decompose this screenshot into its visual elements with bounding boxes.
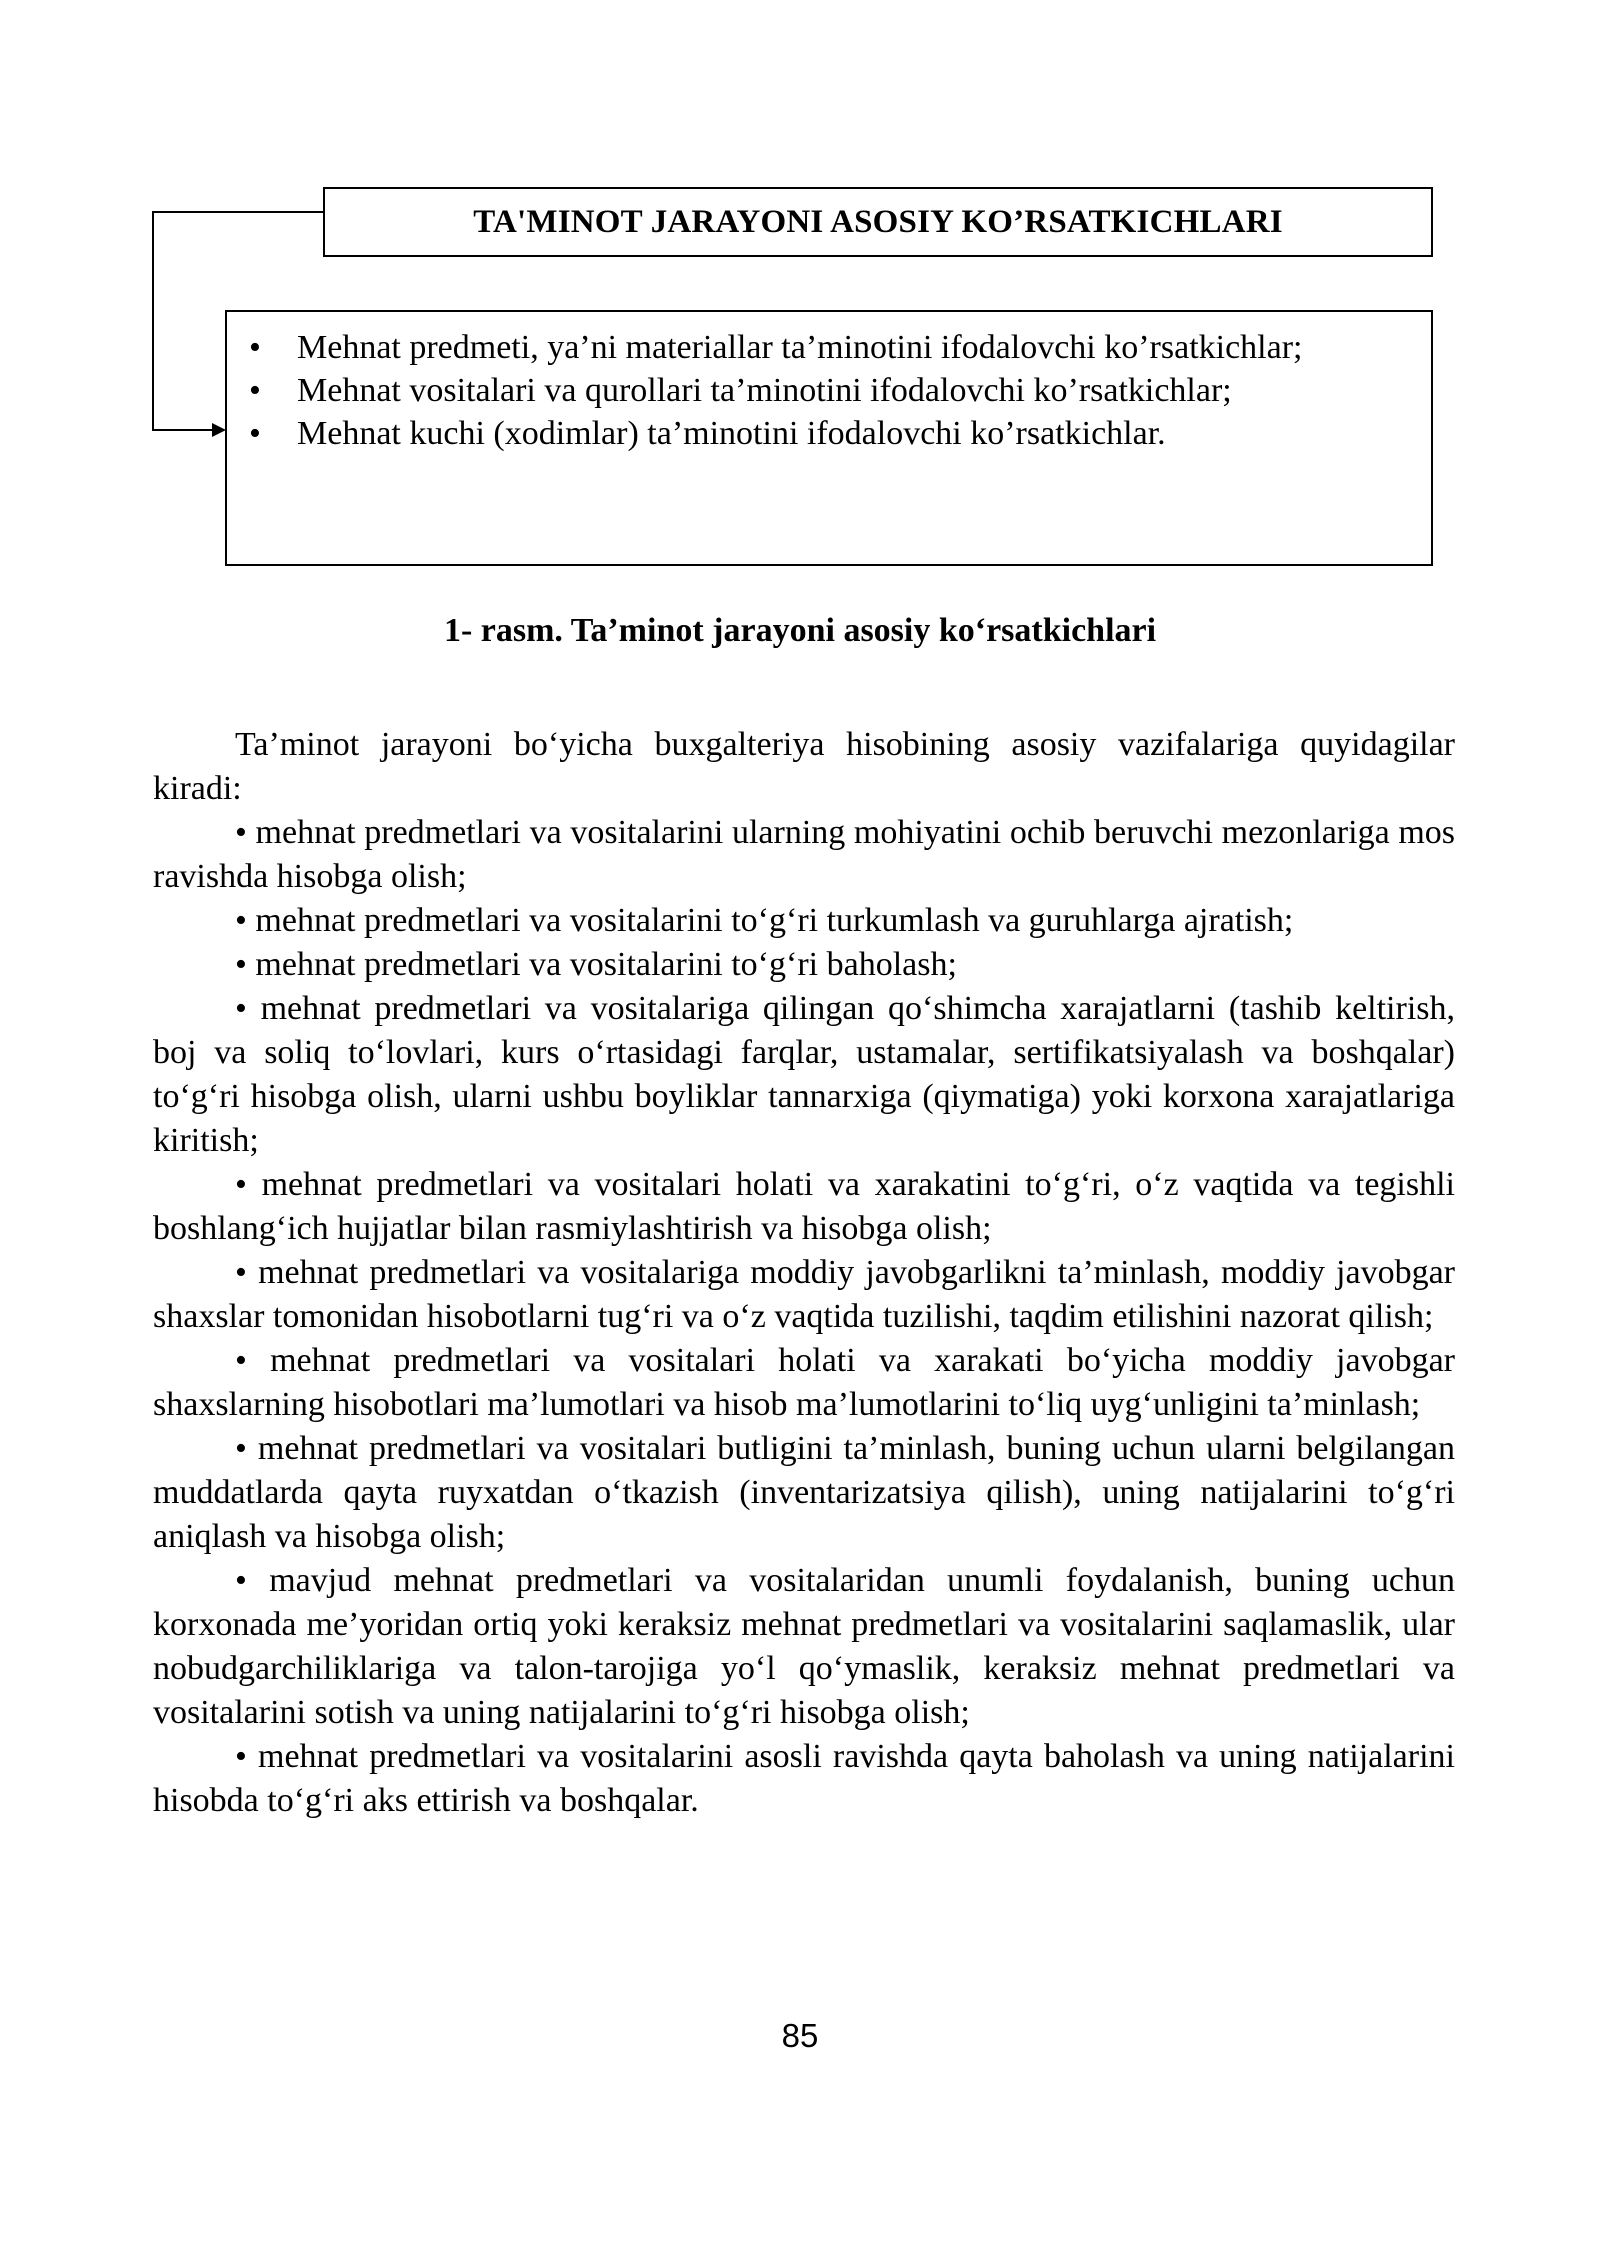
task-paragraph: • mavjud mehnat predmetlari va vositalaridan unumli foydalanish, buning uchun korxonada me’yoridan ortiq yoki keraksiz mehnat predmetlari va vositalarini saqlamaslik, ular nobudgarchiliklariga va talon-tarojiga yo‘l qo‘ymaslik, keraksiz mehnat predmetlari va vositalarini sotish va uning natijalarini to‘g‘ri hisobga olish; <box>153 1562 1455 1731</box>
task-paragraph: • mehnat predmetlari va vositalarini ularning mohiyatini ochib beruvchi mezonlariga mos ravishda hisobga olish; <box>153 814 1455 895</box>
diagram-title-box <box>323 187 1433 257</box>
diagram-item-list <box>297 326 1411 455</box>
task-paragraph: • mehnat predmetlari va vositalari butligini ta’minlash, buning uchun ularni belgilangan muddatlarda qayta ruyxatdan o‘tkazish (inventarizatsiya qilish), uning natijalarini to‘g‘ri aniqlash va hisobga olish; <box>153 1430 1455 1555</box>
task-paragraph: • mehnat predmetlari va vositalariga qilingan qo‘shimcha xarajatlarni (tashib keltirish, boj va soliq to‘lovlari, kurs o‘rtasidagi farqlar, ustamalar, sertifikatsiyalash va boshqalar) to‘g‘ri hisobga olish, ularni ushbu boyliklar tannarxiga (qiymatiga) yoki korxona xarajatlariga kiritish; <box>153 990 1455 1159</box>
page-number: 85 <box>781 2017 819 2054</box>
diagram-items-box <box>225 310 1433 566</box>
task-paragraph: • mehnat predmetlari va vositalari holati va xarakati bo‘yicha moddiy javobgar shaxslarning hisobotlari ma’lumotlari va hisob ma’lumotlarini to‘liq uyg‘unligini ta’minlash; <box>153 1342 1455 1423</box>
diagram-item: • Mehnat vositalari va qurollari ta’minotini ifodalovchi ko’rsatkichlar; <box>297 369 1411 412</box>
body-text <box>153 723 1455 1823</box>
diagram-item: • Mehnat kuchi (xodimlar) ta’minotini ifodalovchi ko’rsatkichlar. <box>297 412 1411 455</box>
task-paragraph: • mehnat predmetlari va vositalariga moddiy javobgarlikni ta’minlash, moddiy javobgar shaxslar tomonidan hisobotlarni tug‘ri va o‘z vaqtida tuzilishi, taqdim etilishini nazorat qilish; <box>153 1254 1455 1335</box>
task-paragraph: • mehnat predmetlari va vositalarini asosli ravishda qayta baholash va uning natijalarini hisobda to‘g‘ri aks ettirish va boshqalar. <box>153 1738 1455 1819</box>
task-paragraph: • mehnat predmetlari va vositalarini to‘g‘ri baholash; <box>235 946 957 983</box>
intro-paragraph: Ta’minot jarayoni bo‘yicha buxgalteriya hisobining asosiy vazifalariga quyidagilar kiradi: <box>153 726 1455 807</box>
task-paragraph: • mehnat predmetlari va vositalarini to‘g‘ri turkumlash va guruhlarga ajratish; <box>235 902 1294 939</box>
diagram-item: • Mehnat predmeti, ya’ni materiallar ta’minotini ifodalovchi ko’rsatkichlar; <box>297 326 1411 369</box>
figure-caption: 1- rasm. Ta’minot jarayoni asosiy ko‘rsatkichlari <box>443 612 1157 649</box>
task-paragraph: • mehnat predmetlari va vositalari holati va xarakatini to‘g‘ri, o‘z vaqtida va tegishli boshlang‘ich hujjatlar bilan rasmiylashtirish va hisobga olish; <box>153 1166 1455 1247</box>
diagram-title: TA'MINOT JARAYONI ASOSIY KO’RSATKICHLARI <box>473 203 1283 240</box>
